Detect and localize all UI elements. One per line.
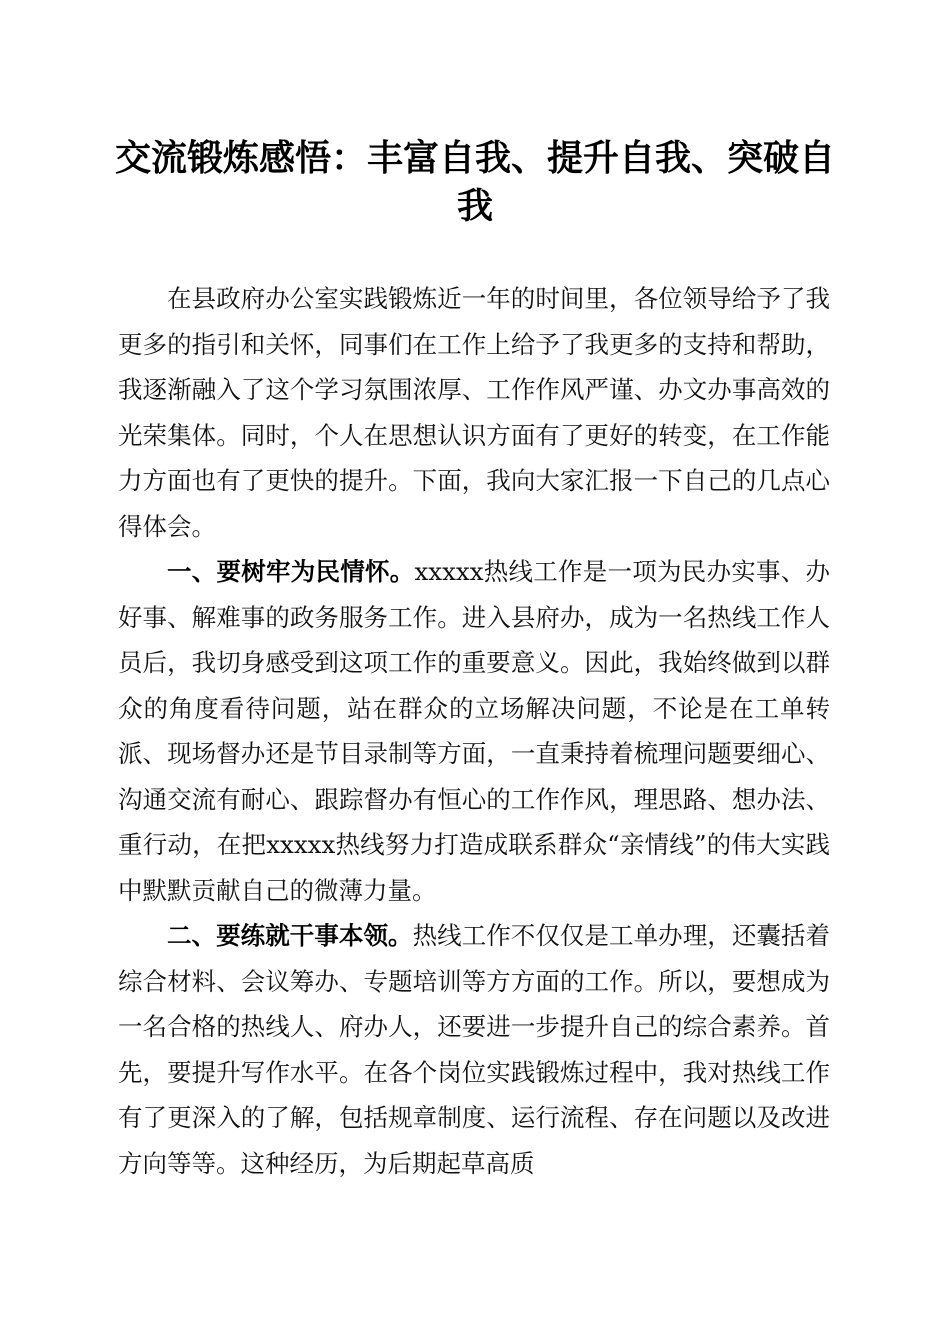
section-text-1: xxxxx热线工作是一项为民办实事、办好事、解难事的政务服务工作。进入县府办，成为一名热线工作人员后，我切身感受到这项工作的重要意义。因此，我始终做到以群众的角度看待问题，站在群众的立场解决问题，不论是在工单转派、现场督办还是节目录制等方面，一直秉持着梳理问题要细心、沟通交流有耐心、跟踪督办有恒心的工作作风，理思路、想办法、重行动，在把xxxxx热线努力打造成联系群众“亲情线”的伟大实践中默默贡献自己的微薄力量。 bbox=[118, 557, 830, 905]
section-text-2: 热线工作不仅仅是工单办理，还囊括着综合材料、会议筹办、专题培训等方方面的工作。所以，要想成为一名合格的热线人、府办人，还要进一步提升自己的综合素养。首先，要提升写作水平。在各个岗位实践锻炼过程中，我对热线工作有了更深入的了解，包括规章制度、运行流程、存在问题以及改进方向等等。这种经历，为后期起草高质 bbox=[118, 921, 830, 1178]
section-paragraph-1 bbox=[118, 549, 830, 913]
intro-paragraph: 在县政府办公室实践锻炼近一年的时间里，各位领导给予了我更多的指引和关怀，同事们在工作上给予了我更多的支持和帮助，我逐渐融入了这个学习氛围浓厚、工作作风严谨、办文办事高效的光荣集体。同时，个人在思想认识方面有了更好的转变，在工作能力方面也有了更快的提升。下面，我向大家汇报一下自己的几点心得体会。 bbox=[118, 284, 830, 541]
section-heading-1: 一、要树牢为民情怀。 bbox=[167, 557, 415, 586]
document-title: 交流锻炼感悟：丰富自我、提升自我、突破自我 bbox=[114, 137, 835, 227]
section-heading-2: 二、要练就干事本领。 bbox=[167, 921, 413, 950]
section-paragraph-2 bbox=[118, 913, 830, 1186]
document-body bbox=[118, 276, 830, 1186]
